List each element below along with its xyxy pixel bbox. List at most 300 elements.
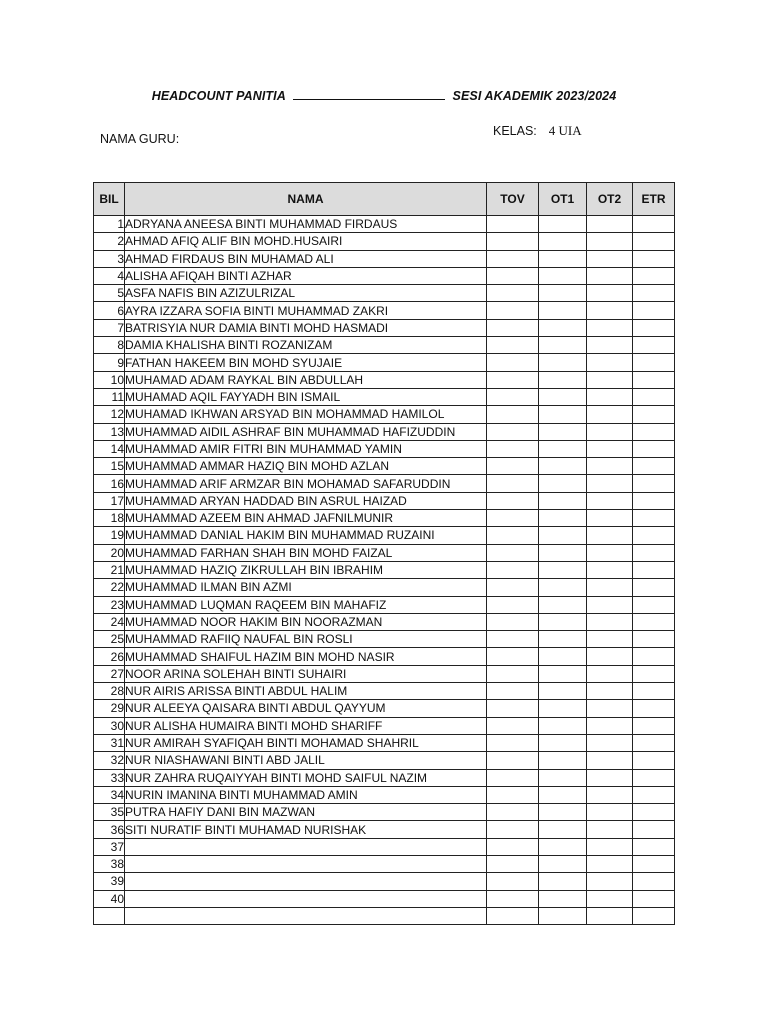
row-ot1-cell [539, 665, 587, 682]
col-header-nama: NAMA [125, 183, 487, 216]
row-ot2-cell [587, 354, 633, 371]
row-ot1-cell [539, 769, 587, 786]
row-ot1-cell [539, 371, 587, 388]
row-bil: 9 [94, 354, 125, 371]
col-header-bil: BIL [94, 183, 125, 216]
row-nama: MUHAMMAD AMIR FITRI BIN MUHAMMAD YAMIN [125, 440, 487, 457]
row-etr-cell [633, 579, 675, 596]
row-etr-cell [633, 890, 675, 907]
row-etr-cell [633, 613, 675, 630]
row-bil: 40 [94, 890, 125, 907]
row-etr-cell [633, 458, 675, 475]
row-tov-cell [487, 544, 539, 561]
table-row [94, 354, 675, 371]
row-ot2-cell [587, 371, 633, 388]
row-etr-cell [633, 907, 675, 924]
row-ot2-cell [587, 838, 633, 855]
row-ot2-cell [587, 665, 633, 682]
row-nama [125, 907, 487, 924]
row-ot1-cell [539, 804, 587, 821]
row-tov-cell [487, 804, 539, 821]
row-ot1-cell [539, 561, 587, 578]
table-row [94, 423, 675, 440]
row-bil: 29 [94, 700, 125, 717]
row-bil: 12 [94, 406, 125, 423]
row-etr-cell [633, 250, 675, 267]
row-bil: 27 [94, 665, 125, 682]
row-nama: NOOR ARINA SOLEHAH BINTI SUHAIRI [125, 665, 487, 682]
row-etr-cell [633, 873, 675, 890]
row-etr-cell [633, 544, 675, 561]
table-row [94, 302, 675, 319]
row-bil: 38 [94, 855, 125, 872]
row-tov-cell [487, 527, 539, 544]
row-etr-cell [633, 267, 675, 284]
row-etr-cell [633, 527, 675, 544]
table-row [94, 388, 675, 405]
row-bil: 15 [94, 458, 125, 475]
row-etr-cell [633, 319, 675, 336]
row-bil: 28 [94, 683, 125, 700]
table-row [94, 561, 675, 578]
table-row [94, 250, 675, 267]
row-bil: 14 [94, 440, 125, 457]
row-bil: 13 [94, 423, 125, 440]
row-tov-cell [487, 492, 539, 509]
row-tov-cell [487, 838, 539, 855]
table-row [94, 752, 675, 769]
row-bil: 32 [94, 752, 125, 769]
row-etr-cell [633, 786, 675, 803]
row-nama: NUR AMIRAH SYAFIQAH BINTI MOHAMAD SHAHRIL [125, 734, 487, 751]
row-ot1-cell [539, 873, 587, 890]
row-nama [125, 873, 487, 890]
row-nama: MUHAMMAD AIDIL ASHRAF BIN MUHAMMAD HAFIZUDDIN [125, 423, 487, 440]
row-nama: MUHAMMAD LUQMAN RAQEEM BIN MAHAFIZ [125, 596, 487, 613]
row-ot1-cell [539, 752, 587, 769]
row-ot2-cell [587, 475, 633, 492]
row-bil: 31 [94, 734, 125, 751]
row-etr-cell [633, 388, 675, 405]
row-ot2-cell [587, 319, 633, 336]
row-ot1-cell [539, 492, 587, 509]
row-etr-cell [633, 734, 675, 751]
row-bil: 35 [94, 804, 125, 821]
headcount-table [93, 182, 675, 925]
row-nama: ALISHA AFIQAH BINTI AZHAR [125, 267, 487, 284]
row-etr-cell [633, 855, 675, 872]
row-tov-cell [487, 267, 539, 284]
row-ot1-cell [539, 786, 587, 803]
row-etr-cell [633, 406, 675, 423]
row-tov-cell [487, 475, 539, 492]
row-ot1-cell [539, 527, 587, 544]
row-nama: MUHAMMAD SHAIFUL HAZIM BIN MOHD NASIR [125, 648, 487, 665]
row-ot1-cell [539, 233, 587, 250]
row-bil: 7 [94, 319, 125, 336]
row-ot1-cell [539, 855, 587, 872]
row-ot1-cell [539, 648, 587, 665]
table-row [94, 458, 675, 475]
row-tov-cell [487, 440, 539, 457]
row-tov-cell [487, 734, 539, 751]
row-ot2-cell [587, 752, 633, 769]
col-header-ot1: OT1 [539, 183, 587, 216]
row-nama: FATHAN HAKEEM BIN MOHD SYUJAIE [125, 354, 487, 371]
row-tov-cell [487, 233, 539, 250]
panitia-blank-line [293, 88, 445, 100]
row-tov-cell [487, 717, 539, 734]
row-ot1-cell [539, 890, 587, 907]
row-ot1-cell [539, 440, 587, 457]
title-right: SESI AKADEMIK 2023/2024 [452, 89, 617, 103]
row-bil: 33 [94, 769, 125, 786]
table-row [94, 233, 675, 250]
row-ot2-cell [587, 648, 633, 665]
row-nama: MUHAMAD AQIL FAYYADH BIN ISMAIL [125, 388, 487, 405]
nama-guru-label: NAMA GURU: [100, 132, 180, 146]
row-ot2-cell [587, 285, 633, 302]
row-nama: NUR NIASHAWANI BINTI ABD JALIL [125, 752, 487, 769]
table-row [94, 216, 675, 233]
row-bil: 1 [94, 216, 125, 233]
row-ot2-cell [587, 579, 633, 596]
row-etr-cell [633, 752, 675, 769]
table-row [94, 821, 675, 838]
row-etr-cell [633, 821, 675, 838]
row-tov-cell [487, 769, 539, 786]
row-etr-cell [633, 233, 675, 250]
row-etr-cell [633, 440, 675, 457]
row-ot1-cell [539, 267, 587, 284]
row-tov-cell [487, 665, 539, 682]
table-row [94, 734, 675, 751]
row-tov-cell [487, 423, 539, 440]
row-bil: 22 [94, 579, 125, 596]
row-ot1-cell [539, 302, 587, 319]
row-ot1-cell [539, 683, 587, 700]
row-tov-cell [487, 354, 539, 371]
table-row [94, 786, 675, 803]
row-ot1-cell [539, 907, 587, 924]
row-ot2-cell [587, 769, 633, 786]
row-ot1-cell [539, 700, 587, 717]
row-bil: 36 [94, 821, 125, 838]
row-tov-cell [487, 579, 539, 596]
row-nama: ASFA NAFIS BIN AZIZULRIZAL [125, 285, 487, 302]
row-ot2-cell [587, 458, 633, 475]
row-etr-cell [633, 838, 675, 855]
row-tov-cell [487, 458, 539, 475]
row-tov-cell [487, 873, 539, 890]
row-bil: 34 [94, 786, 125, 803]
row-nama: SITI NURATIF BINTI MUHAMAD NURISHAK [125, 821, 487, 838]
row-ot2-cell [587, 267, 633, 284]
row-ot1-cell [539, 544, 587, 561]
row-nama: MUHAMMAD DANIAL HAKIM BIN MUHAMMAD RUZAINI [125, 527, 487, 544]
table-row [94, 873, 675, 890]
table-row [94, 510, 675, 527]
row-nama: MUHAMMAD ARYAN HADDAD BIN ASRUL HAIZAD [125, 492, 487, 509]
table-row [94, 527, 675, 544]
row-bil: 39 [94, 873, 125, 890]
row-ot1-cell [539, 337, 587, 354]
row-etr-cell [633, 804, 675, 821]
row-bil: 21 [94, 561, 125, 578]
row-ot1-cell [539, 423, 587, 440]
row-ot2-cell [587, 907, 633, 924]
table-row [94, 717, 675, 734]
row-ot2-cell [587, 700, 633, 717]
row-ot1-cell [539, 475, 587, 492]
row-tov-cell [487, 371, 539, 388]
row-ot2-cell [587, 423, 633, 440]
document-title [0, 88, 768, 103]
row-ot2-cell [587, 873, 633, 890]
table-row [94, 406, 675, 423]
row-etr-cell [633, 475, 675, 492]
row-ot1-cell [539, 458, 587, 475]
table-row [94, 371, 675, 388]
row-nama: MUHAMAD IKHWAN ARSYAD BIN MOHAMMAD HAMILOL [125, 406, 487, 423]
row-ot2-cell [587, 510, 633, 527]
row-tov-cell [487, 285, 539, 302]
table-row [94, 596, 675, 613]
row-bil: 25 [94, 631, 125, 648]
row-ot2-cell [587, 302, 633, 319]
row-nama: NUR ZAHRA RUQAIYYAH BINTI MOHD SAIFUL NAZIM [125, 769, 487, 786]
row-bil: 8 [94, 337, 125, 354]
row-bil: 11 [94, 388, 125, 405]
row-bil: 37 [94, 838, 125, 855]
row-ot2-cell [587, 388, 633, 405]
row-ot1-cell [539, 631, 587, 648]
row-nama [125, 890, 487, 907]
row-etr-cell [633, 302, 675, 319]
row-nama: MUHAMMAD ILMAN BIN AZMI [125, 579, 487, 596]
kelas-label: KELAS: [493, 124, 537, 138]
row-ot1-cell [539, 734, 587, 751]
table-row [94, 804, 675, 821]
row-etr-cell [633, 631, 675, 648]
row-tov-cell [487, 855, 539, 872]
row-ot2-cell [587, 596, 633, 613]
row-ot2-cell [587, 250, 633, 267]
row-ot2-cell [587, 855, 633, 872]
row-ot2-cell [587, 734, 633, 751]
row-bil: 17 [94, 492, 125, 509]
row-tov-cell [487, 648, 539, 665]
row-ot2-cell [587, 561, 633, 578]
table-row [94, 579, 675, 596]
row-ot1-cell [539, 285, 587, 302]
row-nama: BATRISYIA NUR DAMIA BINTI MOHD HASMADI [125, 319, 487, 336]
row-nama: MUHAMMAD RAFIIQ NAUFAL BIN ROSLI [125, 631, 487, 648]
row-ot2-cell [587, 890, 633, 907]
row-ot2-cell [587, 613, 633, 630]
table-row [94, 700, 675, 717]
table-row [94, 337, 675, 354]
row-nama: AHMAD AFIQ ALIF BIN MOHD.HUSAIRI [125, 233, 487, 250]
table-row [94, 855, 675, 872]
row-ot2-cell [587, 631, 633, 648]
row-ot1-cell [539, 319, 587, 336]
row-tov-cell [487, 907, 539, 924]
table-body [94, 216, 675, 925]
row-ot2-cell [587, 337, 633, 354]
row-nama: MUHAMMAD FARHAN SHAH BIN MOHD FAIZAL [125, 544, 487, 561]
row-tov-cell [487, 631, 539, 648]
row-nama: AYRA IZZARA SOFIA BINTI MUHAMMAD ZAKRI [125, 302, 487, 319]
row-ot2-cell [587, 527, 633, 544]
row-etr-cell [633, 769, 675, 786]
row-etr-cell [633, 285, 675, 302]
row-etr-cell [633, 510, 675, 527]
row-bil: 5 [94, 285, 125, 302]
title-left: HEADCOUNT PANITIA [151, 89, 286, 103]
row-tov-cell [487, 250, 539, 267]
row-bil [94, 907, 125, 924]
row-bil: 19 [94, 527, 125, 544]
row-tov-cell [487, 700, 539, 717]
row-tov-cell [487, 561, 539, 578]
row-etr-cell [633, 648, 675, 665]
row-etr-cell [633, 216, 675, 233]
table-row [94, 907, 675, 924]
col-header-tov: TOV [487, 183, 539, 216]
row-ot1-cell [539, 613, 587, 630]
row-bil: 16 [94, 475, 125, 492]
row-nama: MUHAMMAD AMMAR HAZIQ BIN MOHD AZLAN [125, 458, 487, 475]
row-ot2-cell [587, 406, 633, 423]
row-ot2-cell [587, 544, 633, 561]
row-bil: 30 [94, 717, 125, 734]
row-tov-cell [487, 302, 539, 319]
row-bil: 24 [94, 613, 125, 630]
row-ot2-cell [587, 717, 633, 734]
row-nama [125, 855, 487, 872]
row-nama: AHMAD FIRDAUS BIN MUHAMAD ALI [125, 250, 487, 267]
row-ot2-cell [587, 786, 633, 803]
row-etr-cell [633, 423, 675, 440]
row-ot1-cell [539, 406, 587, 423]
row-bil: 4 [94, 267, 125, 284]
kelas-field [493, 123, 582, 139]
row-etr-cell [633, 561, 675, 578]
table-row [94, 838, 675, 855]
table-header-row [94, 183, 675, 216]
row-tov-cell [487, 406, 539, 423]
table-row [94, 475, 675, 492]
row-ot1-cell [539, 510, 587, 527]
row-nama: DAMIA KHALISHA BINTI ROZANIZAM [125, 337, 487, 354]
row-nama: MUHAMMAD AZEEM BIN AHMAD JAFNILMUNIR [125, 510, 487, 527]
row-tov-cell [487, 683, 539, 700]
row-bil: 20 [94, 544, 125, 561]
row-etr-cell [633, 665, 675, 682]
row-ot1-cell [539, 216, 587, 233]
row-tov-cell [487, 752, 539, 769]
col-header-ot2: OT2 [587, 183, 633, 216]
row-nama: NUR ALISHA HUMAIRA BINTI MOHD SHARIFF [125, 717, 487, 734]
row-ot2-cell [587, 216, 633, 233]
row-tov-cell [487, 510, 539, 527]
row-etr-cell [633, 700, 675, 717]
row-ot1-cell [539, 596, 587, 613]
row-nama: NURIN IMANINA BINTI MUHAMMAD AMIN [125, 786, 487, 803]
row-ot1-cell [539, 354, 587, 371]
kelas-value: 4 UIA [548, 123, 582, 138]
row-etr-cell [633, 354, 675, 371]
row-nama: MUHAMMAD NOOR HAKIM BIN NOORAZMAN [125, 613, 487, 630]
row-ot2-cell [587, 492, 633, 509]
row-bil: 2 [94, 233, 125, 250]
row-nama: ADRYANA ANEESA BINTI MUHAMMAD FIRDAUS [125, 216, 487, 233]
table-row [94, 613, 675, 630]
row-etr-cell [633, 492, 675, 509]
row-nama: MUHAMAD ADAM RAYKAL BIN ABDULLAH [125, 371, 487, 388]
row-tov-cell [487, 216, 539, 233]
row-ot1-cell [539, 838, 587, 855]
row-etr-cell [633, 596, 675, 613]
table-row [94, 665, 675, 682]
row-nama [125, 838, 487, 855]
table-row [94, 285, 675, 302]
row-bil: 6 [94, 302, 125, 319]
row-ot1-cell [539, 250, 587, 267]
row-ot2-cell [587, 821, 633, 838]
row-nama: MUHAMMAD ARIF ARMZAR BIN MOHAMAD SAFARUDDIN [125, 475, 487, 492]
row-nama: NUR AIRIS ARISSA BINTI ABDUL HALIM [125, 683, 487, 700]
row-ot1-cell [539, 717, 587, 734]
col-header-etr: ETR [633, 183, 675, 216]
table-row [94, 492, 675, 509]
row-bil: 23 [94, 596, 125, 613]
row-ot2-cell [587, 804, 633, 821]
row-ot2-cell [587, 233, 633, 250]
row-nama: NUR ALEEYA QAISARA BINTI ABDUL QAYYUM [125, 700, 487, 717]
table-row [94, 319, 675, 336]
table-row [94, 267, 675, 284]
row-bil: 10 [94, 371, 125, 388]
row-etr-cell [633, 371, 675, 388]
row-etr-cell [633, 683, 675, 700]
row-ot1-cell [539, 821, 587, 838]
row-tov-cell [487, 821, 539, 838]
row-tov-cell [487, 337, 539, 354]
table-row [94, 648, 675, 665]
row-ot1-cell [539, 579, 587, 596]
row-tov-cell [487, 388, 539, 405]
row-tov-cell [487, 890, 539, 907]
table-row [94, 890, 675, 907]
row-tov-cell [487, 319, 539, 336]
table-row [94, 683, 675, 700]
row-etr-cell [633, 717, 675, 734]
row-bil: 26 [94, 648, 125, 665]
row-tov-cell [487, 596, 539, 613]
table-row [94, 440, 675, 457]
row-ot1-cell [539, 388, 587, 405]
row-ot2-cell [587, 440, 633, 457]
row-nama: MUHAMMAD HAZIQ ZIKRULLAH BIN IBRAHIM [125, 561, 487, 578]
table-row [94, 544, 675, 561]
row-ot2-cell [587, 683, 633, 700]
row-nama: PUTRA HAFIY DANI BIN MAZWAN [125, 804, 487, 821]
row-etr-cell [633, 337, 675, 354]
row-tov-cell [487, 786, 539, 803]
row-tov-cell [487, 613, 539, 630]
